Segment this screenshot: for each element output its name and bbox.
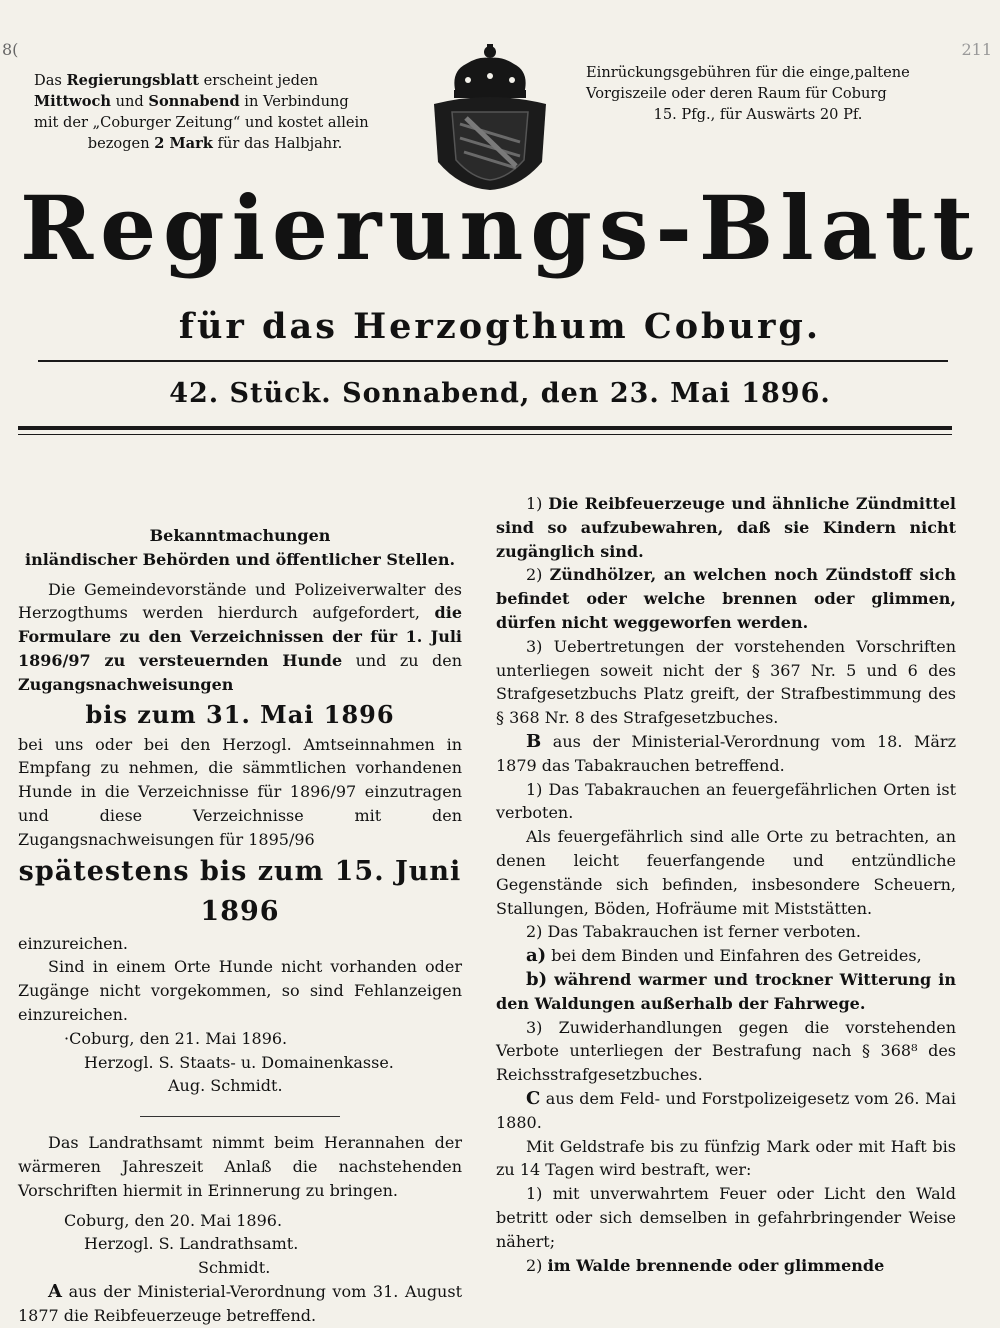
subscription-notice	[34, 70, 396, 154]
rule-paragraph: 3) Uebertretungen der vorstehenden Vorschriften unterliegen soweit nicht der § 367 Nr. 5 und 6 des Strafgesetzbuchs Platz greift, der Strafbestimmung des § 368 Nr. 8 des Strafgesetzbuches.	[496, 636, 956, 728]
divider	[38, 360, 948, 362]
notice-text: erscheint jeden	[199, 72, 319, 89]
section-b-heading	[496, 730, 956, 778]
emphasis-span: Die Reibfeuerzeuge und ähnliche Zündmittel sind so aufzubewahren, daß sie Kindern nicht zugänglich sind.	[496, 494, 956, 561]
text-span: und zu den	[342, 650, 462, 670]
section-a-heading	[18, 1280, 462, 1328]
advertising-rates	[586, 62, 930, 125]
deadline-1: bis zum 31. Mai 1896	[85, 699, 395, 729]
signature-date: Coburg, den 20. Mai 1896.	[64, 1210, 283, 1230]
section-heading: Bekanntmachungen	[149, 526, 331, 545]
announcement-paragraph: Sind in einem Orte Hunde nicht vorhanden oder Zugänge nicht vorgekommen, so sind Fehlanzeigen einzureichen.	[18, 957, 462, 1024]
text-span: 2)	[526, 1255, 548, 1275]
notice-text: für das Halbjahr.	[212, 135, 343, 152]
corner-mark-right: 211	[961, 40, 992, 59]
notice-bold: Mittwoch	[34, 93, 111, 110]
notice-text: Das	[34, 72, 67, 89]
section-letter: C	[526, 1087, 541, 1109]
corner-mark-left: 8(	[2, 40, 19, 59]
announcement-paragraph: einzureichen.	[18, 933, 128, 953]
section-c-heading	[496, 1087, 956, 1135]
text-span: Die Gemeindevorstände und Polizeiverwalter des Herzogthums werden hierdurch aufgefordert,	[18, 579, 462, 623]
coat-of-arms-icon	[420, 42, 560, 192]
notice-text: in Verbindung	[239, 93, 349, 110]
notice-line-4	[34, 133, 396, 154]
rule-paragraph: 1) mit unverwahrtem Feuer oder Licht den Wald betritt oder sich demselben in gefahrbringender Weise nähert;	[496, 1184, 956, 1251]
rule-paragraph	[496, 944, 956, 968]
rates-text: 15. Pfg., für Auswärts 20 Pf.	[653, 106, 863, 123]
masthead-subtitle: für das Herzogthum Coburg.	[178, 306, 822, 347]
text-span: 2)	[526, 565, 550, 585]
notice-text: und	[110, 93, 149, 110]
announcement-paragraph	[18, 578, 462, 697]
signature-name: Aug. Schmidt.	[168, 1076, 283, 1096]
divider	[140, 1116, 340, 1117]
divider-thick	[18, 426, 952, 430]
rule-paragraph	[496, 563, 956, 634]
item-letter: a)	[526, 945, 547, 967]
item-letter: b)	[526, 968, 548, 990]
emphasis-span: Zugangsnachweisungen	[18, 674, 234, 694]
signature-date: ·Coburg, den 21. Mai 1896.	[64, 1028, 288, 1048]
emphasis-span: die Formulare zu den Verzeichnissen der für 1. Juli 1896/97 zu versteuernden Hunde	[18, 603, 462, 670]
rates-text: Einrückungsgebühren für die einge‚paltene	[586, 64, 910, 81]
announcement-paragraph: bei uns oder bei den Herzogl. Amtseinnahmen in Empfang zu nehmen, die sämmtlichen vorhandenen Hunde in die Verzeichnisse für 1896/97 einzutragen und diese Verzeichnisse mit den Zugangsnachweisungen für 1895/96	[18, 734, 462, 849]
left-column	[18, 494, 462, 1328]
text-span: 1)	[526, 494, 549, 513]
right-column	[496, 492, 956, 1277]
rule-paragraph: 2) Das Tabakrauchen ist ferner verboten.	[526, 922, 861, 942]
signature-office: Herzogl. S. Landrathsamt.	[84, 1234, 299, 1254]
section-letter: B	[526, 730, 542, 752]
text-span: aus dem Feld- und Forstpolizeigesetz vom 26. Mai 1880.	[496, 1088, 956, 1132]
masthead-title: Regierungs-Blatt	[19, 176, 981, 280]
signature-name: Schmidt.	[198, 1258, 271, 1278]
rule-paragraph: Mit Geldstrafe bis zu fünfzig Mark oder mit Haft bis zu 14 Tagen wird bestraft, wer:	[496, 1136, 956, 1180]
notice-text: mit der „Coburger Zeitung“ und kostet allein	[34, 114, 369, 131]
deadline-2: spätestens bis zum 15. Juni 1896	[18, 855, 462, 927]
notice-text: bezogen	[87, 135, 155, 152]
rule-paragraph	[496, 968, 956, 1016]
rule-paragraph	[496, 1254, 956, 1278]
text-span: aus der Ministerial-Verordnung vom 31. August 1877 die Reibfeuerzeuge betreffend.	[18, 1281, 462, 1325]
emphasis-span: Zündhölzer, an welchen noch Zündstoff sich befindet oder welche brennen oder glimmen, dürfen nicht weggeworfen werden.	[496, 565, 956, 632]
emphasis-span: im Walde brennende oder glimmende	[547, 1255, 885, 1275]
notice-bold: 2 Mark	[154, 135, 213, 152]
text-span: während warmer und trockner Witterung in den Waldungen außerhalb der Fahrwege.	[496, 969, 956, 1013]
text-span: aus der Ministerial-Verordnung vom 18. März 1879 das Tabakrauchen betreffend.	[496, 731, 956, 775]
rule-paragraph	[496, 492, 956, 563]
rule-paragraph: 1) Das Tabakrauchen an feuergefährlichen Orten ist verboten.	[496, 779, 956, 823]
rule-paragraph: Als feuergefährlich sind alle Orte zu betrachten, an denen leicht feuerfangende und entzündliche Gegenstände sich befinden, insbesondere Scheuern, Stallungen, Böden, Hofräume mit Miststätten.	[496, 827, 956, 918]
announcement-paragraph: Das Landrathsamt nimmt beim Herannahen der wärmeren Jahreszeit Anlaß die nachstehenden Vorschriften hiermit in Erinnerung zu bringen.	[18, 1133, 462, 1200]
rates-text: Vorgiszeile oder deren Raum für Coburg	[586, 85, 887, 102]
divider-thin	[18, 434, 952, 435]
rule-paragraph: 3) Zuwiderhandlungen gegen die vorstehenden Verbote unterliegen der Bestrafung nach § 368⁸ des Reichsstrafgesetzbuches.	[496, 1017, 956, 1085]
notice-bold: Regierungsblatt	[66, 72, 199, 89]
issue-line: 42. Stück. Sonnabend, den 23. Mai 1896.	[169, 378, 831, 409]
section-letter: A	[48, 1280, 62, 1302]
signature-office: Herzogl. S. Staats- u. Domainenkasse.	[84, 1052, 394, 1072]
section-subheading: inländischer Behörden und öffentlicher Stellen.	[24, 549, 456, 569]
text-span: bei dem Binden und Einfahren des Getreides,	[546, 946, 922, 966]
notice-bold: Sonnabend	[148, 93, 240, 110]
